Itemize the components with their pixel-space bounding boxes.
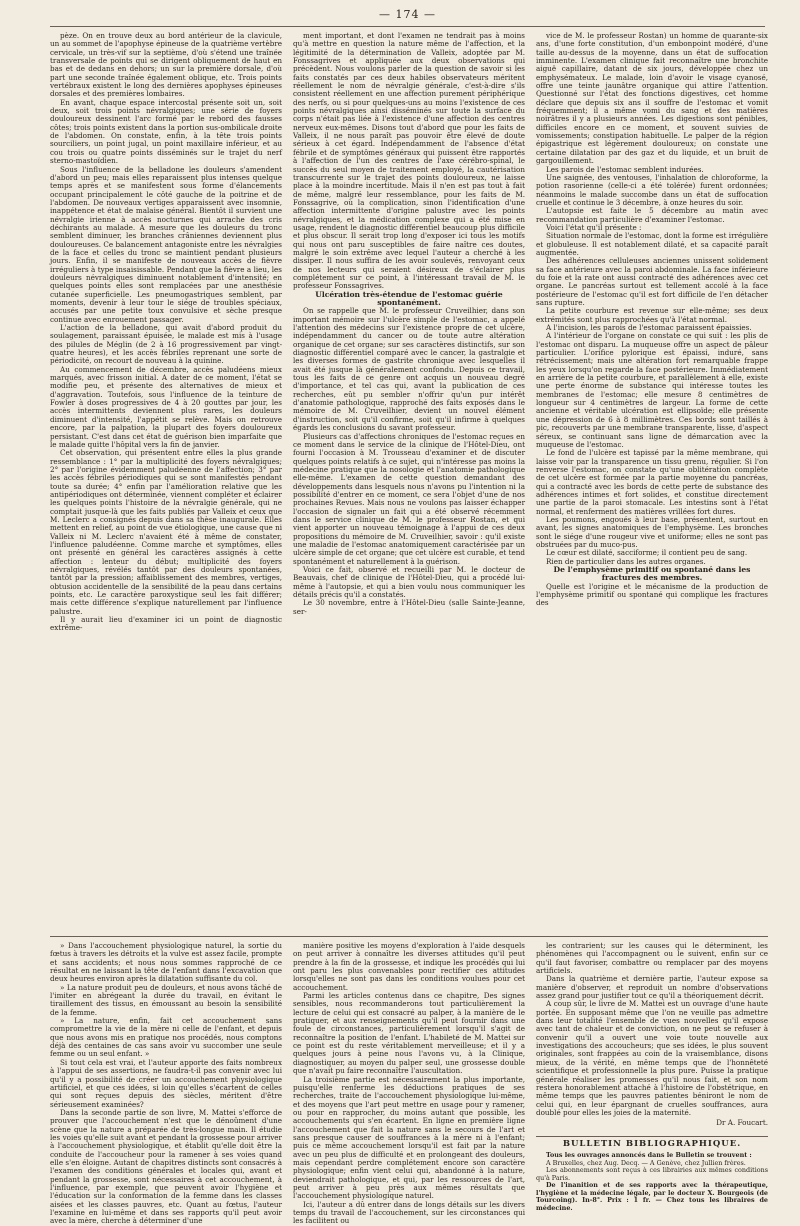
paragraph: Parmi les articles contenus dans ce chapitre, Des signes sensibles, nous recommanderons tout particulièrement la lecture de celui qui est consacré au palper, à la manière de le pratiquer, et aux renseignements qu'il peut fournir dans une foule de circonstances, particulièrement lorsqu'il s'agit de reconnaître la position de l'enfant. L'habileté de M. Mattei sur ce point est du reste véritablement merveilleuse; et il y a quelques jours à peine nous l'avons vu, à la Clinique, diagnostiquer, au moyen du palper seul, une grossesse double que n'avait pu faire reconnaître l'auscultation. [293, 991, 525, 1076]
paragraph: L'autopsie est faite le 5 décembre au matin avec recommandation particulière d'examiner l'estomac. [536, 206, 768, 224]
column-3-top [536, 32, 768, 932]
column-1-top [50, 32, 282, 932]
paragraph: La troisième partie est nécessairement la plus importante, puisqu'elle renferme les déductions pratiques de ses recherches, traite de l'accouchement physiologique lui-même, et des moyens que l'art peut mettre en usage pour y ramener, ou pour en rapprocher, du moins autant que possible, les accouchements qui s'en écartent. En ligne en première ligne l'accouchement que fait la nature sans le secours de l'art et sans presque causer de souffrances à la mère ni à l'enfant; puis ce même accouchement lorsqu'il est fait par la nature avec un peu plus de difficulté et en prolongeant des douleurs, mais cependant perdre complétement encore son caractère physiologique; enfin vient celui qui, abandonné à la nature, deviendrait pathologique, et qui, par les ressources de l'art, peut arriver à peu près aux mêmes résultats que l'accouchement physiologique naturel. [293, 1074, 525, 1201]
paragraph: Quelle est l'origine et le mécanisme de la production de l'emphysème primitif ou spontané qui complique les fractures des [536, 581, 768, 608]
paragraph: Sous l'influence de la belladone les douleurs s'amendent d'abord un peu; mais elles reparaissent plus intenses quelque temps après et se manifestent sous forme d'élancements occupant principalement le côté gauche de la poitrine et de l'abdomen. De nouveaux vertiges apparaissent avec insomnie, inappétence et état de malaise général. Bientôt il survient une névralgie irienne à accès nocturnes qui arrache des cris déchirants au malade. A mesure que les douleurs du tronc semblent diminuer, les branches crâniennes deviennent plus douloureuses. Ce balancement antagoniste entre les névralgies de la face et celles du tronc se maintient pendant plusieurs jours. Enfin, il se manifeste de nouveaux accès de fièvre irréguliers à type insaisissable. Pendant que la fièvre a lieu, les douleurs névralgiques diminuent notablement d'intensité; en quelques points elles sont remplacées par une anesthésie cutanée superficielle. Les pneumogastriques semblent, par moments, devenir à leur tour le siége de troubles spéciaux, accusés par une petite toux convulsive et sèche presque continue avec enrouement passager. [50, 164, 282, 324]
paragraph: Les poumons, engoués à leur base, présentent, surtout en avant, les signes anatomiques de l'emphysème. Les bronches sont le siége d'une rougeur vive et uniforme; elles ne sont pas obstruées par du muco-pus. [536, 514, 768, 549]
paragraph: Voici ce fait, observé et recueilli par M. le docteur de Beauvais, chef de clinique de l'Hôtel-Dieu, qui a procédé lui-même à l'autopsie, et qui a bien voulu nous communiquer les détails précis qu'il a constatés. [293, 565, 525, 600]
paragraph: On se rappelle que M. le professeur Cruveilhier, dans son important mémoire sur l'ulcère simple de l'estomac, a appelé l'attention des médecins sur l'existence propre de cet ulcère, indépendamment du cancer ou de toute autre altération organique de cet organe; sur ses caractères distinctifs, sur son diagnostic différentiel comparé avec le cancer, la gastralgie et les diverses formes de gastrite chronique avec lesquelles il avait été jusque là généralement confondu. Depuis ce travail, tous les faits de ce genre ont acquis un nouveau degré d'importance, et tel cas qui, avant la publication de ces recherches, eût pu sembler n'offrir qu'un pur intérêt d'anatomie pathologique, rapproché des faits exposés dans le mémoire de M. Cruveilhier, devient un nouvel élément d'instruction, soit qu'il confirme, soit qu'il infirme à quelques égards les conclusions du savant professeur. [293, 306, 525, 433]
bulletin-entry: De l'inanition et de ses rapports avec la thérapeutique, l'hygiène et la médecine légale, par le docteur X. Bourgeois (de Tourcoing). In-8°. Prix : 1 fr. — Chez tous les libraires de médecine. [536, 1181, 768, 1213]
paragraph: Le 30 novembre, entre à l'Hôtel-Dieu (salle Sainte-Jeanne, ser- [293, 598, 525, 616]
paragraph: Une saignée, des ventouses, l'inhalation de chloroforme, la potion rasorienne (celle-ci a été tolérée) furent ordonnées; néanmoins le malade succombe dans un état de suffocation cruelle et continue le 3 décembre, à onze heures du soir. [536, 172, 768, 207]
paragraph: Les parois de l'estomac semblent indurées. [546, 164, 704, 174]
column-2-top [293, 32, 525, 932]
bulletin-notice: Tous les ouvrages annoncés dans le Bulletin se trouvent : [546, 1150, 752, 1159]
paragraph: ment important, et dont l'examen ne tendrait pas à moins qu'à mettre en question la nature même de l'affection, et la légitimité de la détermination de Valleix, adoptée par M. Fonssagrives et appliquée aux deux observations qui précèdent. Nous voulons parler de la question de savoir si les faits constatés par ces deux habiles observateurs méritent réellement le nom de névralgie générale, c'est-à-dire s'ils consistent réellement en une affection purement périphérique des nerfs, ou si pour quelques-uns au moins l'existence de ces points névralgiques ainsi disséminés sur toute la surface du corps n'était pas liée à l'existence d'une affection des centres nerveux eux-mêmes. Disons tout d'abord que pour les faits de Valleix, il ne nous paraît pas pouvoir être élevé de doute sérieux à cet égard. Indépendamment de l'absence d'état fébrile et de symptômes généraux qui puissent être rapportés à l'affection de l'un des centres de l'axe cérébro-spinal, le succès du seul moyen de traitement employé, la cautérisation transcurrente sur le trajet des points douloureux, ne laisse place à la moindre incertitude. Mais il n'en est pas tout à fait de même, malgré leur ressemblance, pour les faits de M. Fonssagrive, où la complication, sinon l'identification d'une affection intermittente d'origine palustre avec les points névralgiques, et la médication complexe qui a été mise en usage, rendent le diagnostic différentiel beaucoup plus difficile et plus obscur. Il serait trop long d'exposer ici tous les motifs qui nous ont paru susceptibles de faire naître ces doutes, malgré le soin extrême avec lequel l'auteur a cherché à les dissiper. Il nous suffira de les avoir soulevés, renvoyant ceux de nos lecteurs qui seraient désireux de s'éclairer plus complétement sur ce point, à l'intéressant travail de M. le professeur Fonssagrives. [293, 31, 525, 291]
column-2-bottom [293, 941, 525, 1226]
paragraph: Le fond de l'ulcère est tapissé par la même membrane, qui laisse voir par la transparence un tissu grenu, régulier. Si l'on renverse l'estomac, on constate qu'une oblitération complète de cet ulcère est formée par la partie moyenne du pancréas, qui a contracté avec les bords de cette perte de substance des adhérences intimes et fort solides, et constitue directement une partie de la paroi stomacale. Les intestins sont à l'état normal, et renferment des matières vrillées fort dures. [536, 448, 768, 516]
paragraph: Des adhérences celluleuses anciennes unissent solidement sa face antérieure avec la paroi abdominale. La face inférieure du foie et la rate ont aussi contracté des adhérences avec cet organe. Le pancréas surtout est tellement accolé à la face postérieure de l'estomac qu'il est fort difficile de l'en détacher sans rupture. [536, 256, 768, 307]
paragraph: Dans la seconde partie de son livre, M. Mattei s'efforce de prouver que l'accouchement n'est que le dénoûment d'une scène que la nature a préparée de très-longue main. Il étudie les voies qu'elle suit avant et pendant la grossesse pour arriver à l'accouchement physiologique, et établit qu'elle doit être la conduite de l'accoucheur pour la ramener à ses voies quand elle s'en éloigne. Autant de chapitres distincts sont consacrés à l'examen des conditions générales et locales qui, avant et pendant la grossesse, sont nécessaires à cet accouchement, à l'influence, par exemple, que peuvent avoir l'hygiène et l'éducation sur la conformation de la femme dans les classes aisées et les classes pauvres, etc. Quant au fœtus, l'auteur l'examine en lui-même et dans ses rapports qu'il peut avoir avec la mère, cherche à déterminer d'une [50, 1107, 282, 1226]
bulletin-notice: A Bruxelles, chez Aug. Decq. — A Genève, chez Jullien frères. [546, 1158, 746, 1167]
paragraph: pèze. On en trouve deux au bord antérieur de la clavicule, un au sommet de l'apophyse épineuse de la quatrième vertèbre cervicale, un très-vif sur la septième, d'où s'étend une traînée transversale de points qui se dirigent obliquement de haut en bas et de dedans en dehors; un sur la première dorsale, d'où part une seconde traînée également oblique, etc. Trois points vertébraux existent le long des dernières apophyses épineuses dorsales et des premières lombaires. [50, 31, 282, 99]
column-3-bottom [536, 941, 768, 1213]
section-title-ulceration: Ulcération très-étendue de l'estomac guérie spontanément. [315, 289, 503, 307]
paragraph: En avant, chaque espace intercostal présente soit un, soit deux, soit trois points névralgiques; une série de foyers douloureux dessinent l'arc formé par le rebord des fausses côtes; trois points existent dans la portion sus-ombilicale droite de l'abdomen. On constate, enfin, à la tête trois points sourciliers, un point jugal, un point maxillaire inférieur, et au cou trois ou quatre points disséminés sur le trajet du nerf sterno-mastoïdien. [50, 97, 282, 166]
paragraph: Ici, l'auteur a dû entrer dans de longs détails sur les divers temps du travail de l'accouchement, sur les circonstances qui les facilitent ou [293, 1199, 525, 1226]
paragraph: Le cœur est dilaté, sacciforme; il contient peu de sang. [546, 548, 748, 558]
paragraph: Voici l'état qu'il présente : [546, 222, 642, 232]
paragraph: A coup sûr, le livre de M. Mattei est un ouvrage d'une haute portée. En supposant même que l'on ne veuille pas admettre dans leur totalité l'ensemble de vues nouvelles qu'il expose avec tant de chaleur et de conviction, on ne peut se refuser à convenir qu'il a ouvert une voie toute nouvelle aux investigations des accoucheurs; que ses idées, le plus souvent originales, sont frappées au coin de la vraisemblance, disons mieux, de la vérité, en même temps que de l'honnêteté scientifique et professionnelle la plus pure. Puisse la pratique générale réaliser les promesses qu'il nous fait, et son nom restera honorablement attaché à l'histoire de l'obstétrique, en même temps que les pauvres patientes béniront le nom de celui qui, en leur épargnant de cruelles souffrances, aura doublé pour elles les joies de la maternité. [536, 999, 768, 1117]
paragraph: Dans la quatrième et dernière partie, l'auteur expose sa manière d'observer, et reproduit un nombre d'observations assez grand pour justifier tout ce qu'il a théoriquement décrit. [536, 974, 768, 1001]
page-header [50, 8, 765, 27]
paragraph: » La nature, enfin, fait cet accouchement sans compromettre la vie de la mère ni celle de l'enfant, et depuis que nous avons mis en pratique nos procédés, nous comptons déjà des centaines de cas sans avoir vu succomber une seule femme ou un seul enfant. » [50, 1016, 282, 1059]
paragraph: Rien de particulier dans les autres organes. [546, 556, 706, 566]
bulletin-notice: Les abonnements sont reçus à ces librairies aux mêmes conditions qu'à Paris. [536, 1166, 768, 1182]
horizontal-divider [50, 936, 768, 937]
paragraph: les contrarient; sur les causes qui le déterminent, les phénomènes qui l'accompagnent ou le suivent, enfin sur ce qu'il faut favoriser, combattre ou remplacer par des moyens artificiels. [536, 941, 768, 976]
column-1-bottom [50, 941, 282, 1226]
paragraph: La petite courbure est revenue sur elle-même; ses deux extrémités sont plus rapprochées qu'à l'état normal. [536, 306, 768, 324]
paragraph: » La nature produit peu de douleurs, et nous avons tâché de l'imiter en abrégeant la durée du travail, en évitant le tiraillement des tissus, en émoussant au besoin la sensibilité de la femme. [50, 982, 282, 1017]
paragraph: Situation normale de l'estomac, dont la forme est irrégulière et globuleuse. Il est notablement dilaté, et sa capacité paraît augmentée. [536, 231, 768, 257]
paragraph: Plusieurs cas d'affections chroniques de l'estomac reçues en ce moment dans le service de la clinique de l'Hôtel-Dieu, ont fourni l'occasion à M. Trousseau d'examiner et de discuter quelques points relatifs à ce sujet, qui n'intéresse pas moins la médecine pratique que la nosologie et l'anatomie pathologique elle-même. L'examen de cette question demandant des développements dans lesquels nous n'avons pu l'intention ni la possibilité d'entrer en ce moment, ce sera l'objet d'une de nos prochaines Revues. Mais nous ne voulons pas laisser échapper l'occasion de signaler un fait qui a été observé récemment dans le service clinique de M. le professeur Rostan, et qui vient apporter un nouveau témoignage à l'appui de ces deux propositions du mémoire de M. Cruveilhier, savoir : qu'il existe une maladie de l'estomac anatomiquement caractérisée par un ulcère simple de cet organe; que cet ulcère est curable, et tend spontanément et naturellement à la guérison. [293, 431, 525, 566]
paragraph: » Dans l'accouchement physiologique naturel, la sortie du fœtus à travers les détroits et la vulve est assez facile, prompte et sans accidents; et nous nous sommes rapproché de ce résultat en ne laissant la tête de l'enfant dans l'excavation que deux heures environ après la dilatation suffisante du col. [50, 941, 282, 984]
paragraph: Si tout cela est vrai, et l'auteur apporte des faits nombreux à l'appui de ses assertions, ne faudra-t-il pas convenir avec lui qu'il y a possibilité de créer un accouchement physiologique artificiel, et que ces idées, si loin qu'elles s'écartent de celles qui sont reçues depuis des siècles, méritent d'être sérieusement examinées? [50, 1057, 282, 1109]
paragraph: A l'incision, les parois de l'estomac paraissent épaissies. [546, 323, 752, 333]
page-number: — 174 — [379, 8, 436, 21]
paragraph: L'action de la belladone, qui avait d'abord produit du soulagement, paraissant épuisée, le malade est mis à l'usage des pilules de Méglin (de 2 à 16 progressivement par vingt-quatre heures), et les accès fébriles reprenant une sorte de périodicité, on recourt de nouveau à la quinine. [50, 323, 282, 366]
paragraph: Cet observation, qui présentent entre elles la plus grande ressemblance : 1° par la multiplicité des foyers névralgiques; 2° par l'origine évidemment paludéenne de l'affection; 3° par les accès fébriles périodiques qui se sont manifestés pendant toute sa durée; 4° enfin par l'amélioration relative que les antipériodiques ont déterminée, viennent compléter et éclairer les quelques points l'histoire de la névralgie générale, qui ne comptait jusque-là que les faits publiés par Valleix et ceux que M. Leclerc a consignés depuis dans sa thèse inaugurale. Elles mettent en relief, au point de vue étiologique, une cause que ni Valleix ni M. Leclerc n'avaient été à même de constater, l'influence paludéenne. Comme marche et symptômes, elles ont présenté en général les caractères assignés à cette affection : lenteur du début; multiplicité des foyers névralgiques, révélés tantôt par des douleurs spontanées, tantôt par la pression; affaiblissement des membres, vertiges, obtusion accidentelle de la sensibilité de la peau dans certains points, etc. Le caractère paroxystique seul les fait différer; mais cette différence s'explique naturellement par l'influence palustre. [50, 448, 282, 616]
paragraph: Au commencement de décembre, accès paludéens mieux marqués, avec frisson initial. A dater de ce moment, l'état se modifie peu, et présente des alternatives de mieux et d'aggravation. Toutefois, sous l'influence de la teinture de Fowler à doses progressives de 4 à 20 gouttes par jour, les accès intermittents deviennent plus rares, les douleurs diminuent d'intensité, l'appétit se relève. Mais on retrouve encore, par la palpation, la plupart des foyers douloureux persistant. C'est dans cet état de guérison bien imparfaite que le malade quitte l'hôpital vers la fin de janvier. [50, 364, 282, 449]
author-signature: Dr A. Foucart. [716, 1118, 768, 1128]
paragraph: Il y aurait lieu d'examiner ici un point de diagnostic extrême- [50, 615, 282, 633]
paragraph: manière positive les moyens d'exploration à l'aide desquels on peut arriver à connaître les diverses attitudes qu'il peut prendre à la fin de la grossesse, et indique les procédés qui lui ont paru les plus convenables pour rectifier ces attitudes lorsqu'elles ne sont pas dans les conditions voulues pour cet accouchement. [293, 941, 525, 992]
section-title-emphyseme: De l'emphysème primitif ou spontané dans les fractures des membres. [553, 565, 751, 583]
paragraph: vice de M. le professeur Rostan) un homme de quarante-six ans, d'une forte constitution, d'un embonpoint modéré, d'une taille au-dessus de la moyenne, dans un état de suffocation imminente. L'examen clinique fait reconnaître une bronchite aiguë capillaire, datant de six jours, développée chez un emphysémateux. Le malade, loin d'avoir le visage cyanosé, offre une teinte jaunâtre organique qui attire l'attention. Questionné sur l'état des fonctions digestives, cet homme déclare que depuis six ans il souffre de l'estomac et vomit fréquemment; il a même vomi du sang et des matières noirâtres il y a plusieurs années. Les digestions sont pénibles, difficiles encore en ce moment, et souvent suivies de vomissements; constipation habituelle. Le palper de la région épigastrique est légèrement douloureux; on constate une certaine dilatation par des gaz et du liquide, et un bruit de gargouillement. [536, 31, 768, 166]
paragraph: A l'intérieur de l'organe on constate ce qui suit : les plis de l'estomac ont disparu. La muqueuse offre un aspect de pâleur particulier. L'orifice pylorique est épaissi, induré, sans rétrécissement; mais une altération fort remarquable frappe les yeux lorsqu'on regarde la face postérieure. Immédiatement en arrière de la petite courbure, et parallèlement à elle, existe une perte énorme de substance qui intéresse toutes les membranes de l'estomac; elle mesure 8 centimètres de longueur sur 4 centimètres de largeur. La forme de cette ancienne et véritable ulcération est ellipsoïde; elle présente une dépression de 6 à 8 millimètres. Ces bords sont taillés à pic, recouverts par une membrane transparente, lisse, d'aspect séreux, se continuant sans ligne de démarcation avec la muqueuse de l'estomac. [536, 331, 768, 449]
bulletin-title: BULLETIN BIBLIOGRAPHIQUE. [536, 1136, 768, 1148]
